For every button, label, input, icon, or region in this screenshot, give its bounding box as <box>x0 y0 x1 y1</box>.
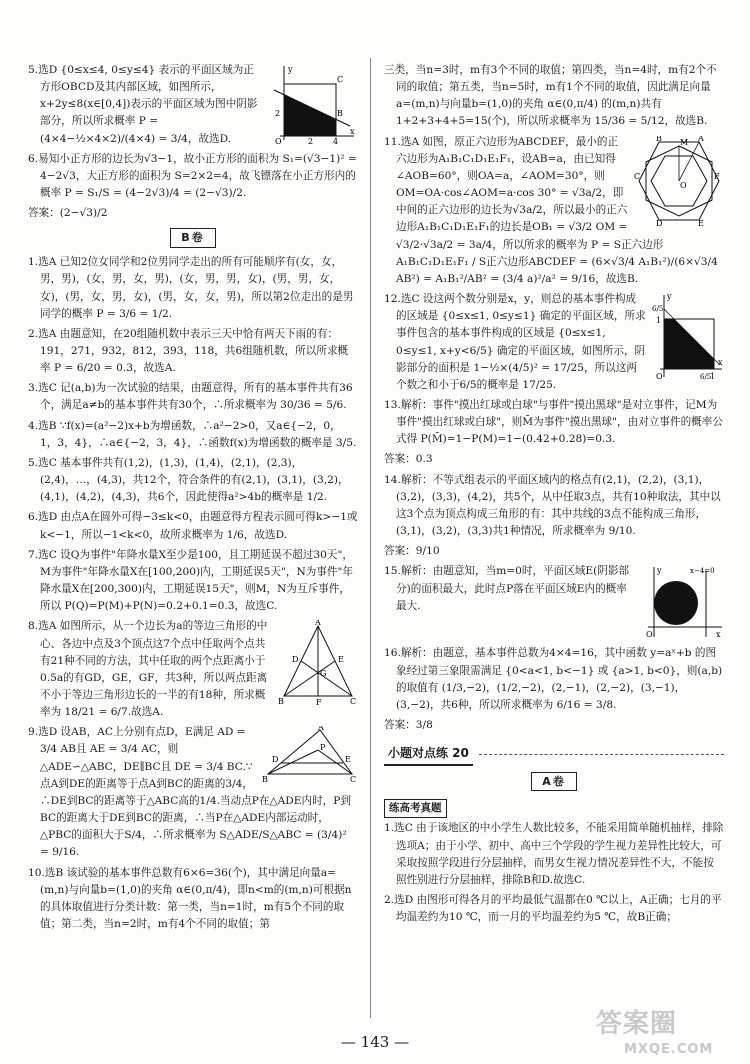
fig15-label: x−4=0 <box>690 567 715 576</box>
fig11-label: D <box>656 218 663 226</box>
figure-11-hexagons <box>634 136 724 226</box>
fig9-label: D <box>272 755 279 765</box>
answer-item: 3.选C 记(a,b)为一次试验的结果，由题意得，所有的基本事件共有36个，满足a≠b的基本事件共有30个，∴所求概率为 30/36 = 5/6. <box>28 382 353 412</box>
figure-9-triangle <box>262 726 358 782</box>
answer-item: 5.选C 基本事件共有(1,2)，(1,3)，(1,4)，(2,1)，(2,3)，(2,4)，…，(4,3)，共12个，符合条件的有(2,1)，(3,1)，(3,2)，(4,1)，(4,2)，(4,3)，共6个，因此使得a²>4b的概率是 1/2. <box>28 456 349 504</box>
fig15-label: x <box>716 630 721 640</box>
practice-subtitle: 练高考真题 <box>384 799 447 818</box>
answer-item: 答案：3/8 <box>384 719 433 731</box>
fig9-label: A <box>318 726 324 733</box>
answer-item: 14.解析：不等式组表示的平面区域内的格点有(2,1)，(2,2)，(3,1)，(3,2)，(3,3)，(4,2)，共5个，从中任取3点，共有10种取法，其中以这3个点为顶点构成三角形的有：其中共线的3点不能构成三角形，(3,1)，(3,2)，(3,3)共1种情况，所求概率为 9/10. <box>384 473 721 538</box>
fig8-label: B <box>278 697 284 707</box>
answer-item: 1.选A 已知2位女同学和2位男同学走出的所有可能顺序有(女，女，男，男)，(女，男，女，男)，(女，男，男，女)，(男，男，女，女)，(男，女，男，女)，(男，女，女，男)，所以第2位走出的是男同学的概率 P = 3/6 = 1/2. <box>28 256 354 320</box>
fig5-label: x <box>350 127 355 136</box>
answer-item: 12.选C 设这两个数分别是x，y，则总的基本事件构成的区域是 {0≤x≤1, 0≤y≤1} 确定的平面区域，所求事件包含的基本事件构成的区域是 {0≤x≤1, 0≤y≤1, x+y<6/5} 确定的平面区域，如图所示，阴影部分的面积是 1−½×(4/5)² = 17/25，所以这两个数之和小于6/5的概率是 17/25. <box>384 293 646 391</box>
fig12-label: 6/5 <box>700 373 712 382</box>
practice-header <box>384 744 724 765</box>
answer-item: 8.选A 如图所示，从一个边长为a的等边三角形的中心、各边中点及3个顶点这7个点中任取两个点共有21种不同的方法，其中任取的两个点距离小于0.5a的有GD，GE，GF，共3种，所以两点距离不小于等边三角形边长的一半的有18种，所求概率为 18/21 = 6/7.故选A. <box>28 620 268 719</box>
left-column <box>28 62 358 936</box>
fig8-label: G <box>320 669 327 679</box>
figure-5-square-region <box>270 64 358 144</box>
watermark-text: 答案圈 <box>596 1009 678 1039</box>
answer-item: 答案：9/10 <box>384 545 440 558</box>
fig11-label: A <box>698 135 704 143</box>
figure-12-unit-square <box>652 293 724 381</box>
answer-item: 答案：0.3 <box>384 453 433 466</box>
answer-item: 2.选D 由图形可得各月的平均最低气温都在0 ℃以上，A正确；七月的平均温差约为10 ℃，而一月的平均温差约为5 ℃，故B正确； <box>384 894 722 924</box>
fig11-label: F <box>714 171 720 181</box>
practice-divider <box>479 754 724 756</box>
fig12-label: 1 <box>656 316 662 326</box>
answer-item: 1.选C 由于该地区的中小学生人数比较多，不能采用简单随机抽样，排除选项A；由于小学、初中、高中三个学段的学生视力差异性比较大，可采取按照学段进行分层抽样，而男女生视力情况差异性不大，不能按照性别进行分层抽样，排除B和D.故选C. <box>384 822 724 886</box>
answer-item: 10.选B 该试验的基本事件总数有6×6=36(个)，其中满足向量a=(m,n)与向量b=(1,0)的夹角 α∈(0,π/4)，即n<m的(m,n)可根据n的具体取值进行分类计数：第一类，当n=1时，m有5个不同的取值；第二类，当n=2时，m有4个不同的取值；第 <box>28 866 352 930</box>
answer-item: 7.选C 设Q为事件"年降水量X至少是100，且工期延误不超过30天"，M为事件"年降水量X在[100,200)内，工期延误5天"，N为事件"年降水量X在[200,300)内，工期延误15天"，则M，N为互斥事件，所以 P(Q)=P(M)+P(N)=0.2+0.1=0.3，故选C. <box>28 548 353 613</box>
fig11-label: E <box>698 218 704 226</box>
fig5-label: O <box>275 137 282 144</box>
fig12-label: 1 <box>710 372 716 382</box>
fig5-label: y <box>288 65 293 74</box>
figure-15-circle-region <box>642 565 724 641</box>
answer-item: 5.选D {0≤x≤4, 0≤y≤4} 表示的平面区域为正方形OBCD及其内部区域，如图所示，x+2y≤8(x∈[0,4])表示的平面区域为图中阴影部分，所以所求概率 P = (4×4−½×4×2)/(4×4) = 3/4，故选D. <box>28 64 258 145</box>
fig5-label: 2 <box>275 109 281 118</box>
section-b-title: B卷 <box>170 228 215 248</box>
fig5-label: 2 <box>308 137 314 144</box>
fig9-label: C <box>350 775 357 783</box>
fig11-label: O <box>680 180 687 190</box>
fig8-label: F <box>316 698 322 707</box>
column-divider <box>370 58 371 1018</box>
page-number: — 143 — <box>340 1033 410 1051</box>
answer-item: 三类，当n=3时，m有3个不同的取值；第四类，当n=4时，m有2个不同的取值；第五类，当n=5时，m有1个不同的取值，因此满足向量a=(m,n)与向量b=(1,0)的夹角 α∈(0,π/4) 的(m,n)共有1+2+3+4+5=15(个)，所以所求概率为 15/36 = 5/12，故选B. <box>384 64 717 128</box>
fig5-label: 4 <box>333 137 339 144</box>
fig12-label: y <box>667 293 672 302</box>
right-column <box>384 62 724 929</box>
fig12-label: O <box>656 372 663 382</box>
answer-item: 16.解析：由题意，基本事件总数为4×4=16，其中函数 y=aˣ+b 的图象经过第三象限需满足 {0<a<1, b<−1} 或 {a>1, b<0}，则(a,b)的取值有 (1/3,−2)，(1/2,−2)，(2,−1)，(2,−2)，(3,−1)，(3,−2)，共6种，所以所求概率为 6/16 = 3/8. <box>384 647 723 711</box>
section-a-header <box>384 772 724 792</box>
practice-title: 小题对点练 20 <box>384 744 473 765</box>
fig11-label: B <box>656 135 662 143</box>
fig11-label: M <box>680 137 689 147</box>
fig15-label: y <box>657 566 662 576</box>
answer-item: 2.选A 由题意知，在20组随机数中表示三天中恰有两天下雨的有：191，271，932，812，393，118，共6组随机数，所以所求概率 P = 6/20 = 0.3，故选A. <box>28 327 349 375</box>
fig9-label: P <box>320 743 326 753</box>
watermark-logo <box>596 1003 713 1060</box>
fig8-label: A <box>315 620 321 628</box>
answer-item: 答案：(2−√3)/2 <box>28 207 108 220</box>
answer-item: 6.选D 由点A在圆外可得−3≤k<0，由题意得方程表示圆可得k>−1或k<−1，所以−1<k<0，故所求概率为 1/6，故选D. <box>28 511 358 541</box>
fig8-label: E <box>338 655 344 665</box>
fig12-label: 6/5 <box>652 305 664 314</box>
fig15-label: O <box>646 630 653 640</box>
answer-item: 6.易知小正方形的边长为√3−1，故小正方形的面积为 S₁=(√3−1)² = 4−2√3，大正方形的面积为 S=2×2=4，故飞镖落在小正方形内的概率 P = S₁/S = (4−2√3)/4 = (2−√3)/2. <box>28 152 357 200</box>
fig9-label: B <box>262 775 268 783</box>
fig5-label: C <box>337 75 344 84</box>
answer-item: 15.解析：由题意知，当m=0时，平面区域E(阴影部分)的面积最大，此时点P落在平面区域E内的概率最大. <box>384 565 630 612</box>
fig12-label: x <box>718 358 723 368</box>
answer-item: 13.解析：事件"摸出红球或白球"与事件"摸出黑球"是对立事件，记M为事件"摸出红球或白球"，则M̄为事件"摸出黑球"，由对立事件的概率公式得 P(M̄)=1−P(M)=1−(0.42+0.28)=0.3. <box>384 398 723 446</box>
fig9-label: E <box>345 755 351 765</box>
fig8-label: C <box>350 697 357 707</box>
answer-item: 11.选A 如图，原正六边形为ABCDEF，最小的正六边形为A₁B₁C₁D₁E₁F₁，设AB=a，由已知得∠AOB=60°，则OA=a，∠AOM=30°，则OM=OA·cos∠AOM=a·cos 30° = √3a/2，即中间的正六边形的边长为√3a/2，所以最小的正六边形A₁B₁C₁D₁E₁F₁的边长是OB₁ = √3/2 OM = √3/2·√3a/2 = 3a/4，所以所求的概率为 P = S正六边形A₁B₁C₁D₁E₁F₁ / S正六边形ABCDEF = (6×√3/4 A₁B₁²)/(6×√3/4 AB²) = A₁B₁²/AB² = (3/4 a)²/a² = 9/16，故选B. <box>384 135 718 285</box>
section-b-header <box>28 228 358 248</box>
answer-item: 4.选B ∵f(x)=(a²−2)x+b为增函数，∴a²−2>0，又a∈{−2，0，1，3，4}，∴a∈{−2，3，4}，∴函数f(x)为增函数的概率是 3/5. <box>28 419 357 449</box>
section-a-title: A卷 <box>531 772 577 792</box>
watermark-url: MXQE.COM <box>624 1042 714 1058</box>
figure-8-triangle <box>278 620 358 706</box>
fig5-label: B <box>337 109 343 118</box>
fig11-label: C <box>634 171 641 181</box>
answer-item: 9.选D 设AB，AC上分别有点D，E满足 AD = 3/4 AB且 AE = 3/4 AC，则△ADE∽△ABC，DE∥BC且 DE = 3/4 BC.∵点A到DE的距离等于点A到BC的距离的3/4，∴DE到BC的距离等于△ABC高的1/4.当动点P在△ADE内时，P到BC的距离大于DE到BC的距离，∴当P在△ADE内部运动时，△PBC的面积大于S/4，∴所求概率为 S△ADE/S△ABC = (3/4)² = 9/16. <box>28 726 351 859</box>
fig8-label: D <box>292 655 299 665</box>
